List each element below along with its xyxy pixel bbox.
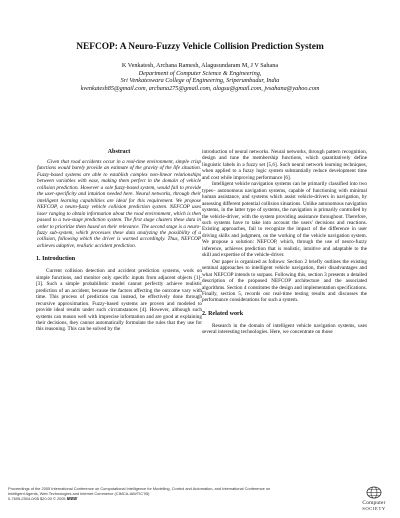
computer-society-logo <box>352 486 396 514</box>
right-column <box>202 149 367 336</box>
author-block <box>0 62 400 93</box>
department: Department of Computer Science & Engineering, <box>138 69 262 77</box>
footer-line-3 <box>8 496 338 501</box>
logo-line-1: Computer <box>362 500 386 506</box>
proceedings-footer <box>8 486 338 501</box>
introduction-heading: 1. Introduction <box>36 256 76 263</box>
paragraph-2: Intelligent vehicle navigation systems can be primarily classified into two types– autonomous navigation systems, capable of functioning with minimal human assistance, and systems which assist vehicle-drivers in navigation, by assessing different potential collision situations. Unlike autonomous navigation systems, in the latter type of systems, the navigation is primarily controlled by the vehicle-driver, with the system providing assistance throughout. Therefore, such systems have to take into account the users' decisions and reactions. Existing approaches, fail to recognize the impact of the difference in user driving skills and judgment, on the working of the vehicle navigation system. We propose a solution: NEFCOP, which, through the use of neuro-fuzzy inference, achieves prediction that is realistic, intuitive and adaptable to the skill and expertise of the vehicle-driver. <box>202 181 367 259</box>
paragraph-3: Our paper is organized as follows: Section 2 briefly outlines the existing seminal approaches to intelligent vehicle navigation, their disadvantages and what NEFCOP intends to surpass. Following this, section 3 presents a detailed description of the proposed NEFCOP architecture and the associated algorithms. Section 4 constitutes the design and implementation specifications. Finally, section 5, records our real-time testing results and discusses the performance considerations for such a system. <box>202 258 367 304</box>
footer-line-1: Proceedings of the 2005 International Conference on Computational Intelligence for Modelling, Control and Automation, and International Conference on <box>8 486 271 491</box>
author-emails: kvenkatesh85@gmail.com, archana275@gmail.com, alagsu@gmail.com, jvsahana@yahoo.com <box>80 85 320 93</box>
related-work-text: Research in the domain of intelligent vehicle navigation systems, uses several interesting technologies. Here, we concentrate on those <box>202 322 367 336</box>
author-names: K Venkatesh, Archana Ramesh, Alagusundaram M, J V Sahana <box>121 62 279 69</box>
related-work-heading: 2. Related work <box>202 310 244 317</box>
copyright-text: 0-7695-2504-0/05 $20.00 © 2005 <box>8 496 66 501</box>
footer-line-2: Intelligent Agents, Web Technologies and Internet Commerce (CIMCA-IAWTIC'05) <box>8 491 150 496</box>
introduction-text: Current collision detection and accident prediction systems, work on simple functions, and monitor only specific inputs from adjacent objects [1]-[3]. Such a simple probabilistic model cannot perfectly achieve realistic prediction of an accident, because the factors affecting the outcome vary with time. This process of prediction can instead, be effectively done through recursive approximation. Fuzzy-based systems are proven and modeled to provide ideal results under such circumstances [4]. However, although such systems can reason well with imprecise information and are good at explaining their decisions, they cannot automatically formulate the rules that they use for this reasoning. This can be solved by the <box>36 268 202 333</box>
left-column <box>36 148 202 333</box>
logo-line-2: SOCIETY <box>362 506 386 511</box>
college: Sri Venkateswara College of Engineering, Sriperumbudur, India <box>120 77 280 85</box>
abstract-heading: Abstract <box>107 149 131 155</box>
computer-society-logo-icon <box>366 486 382 499</box>
paragraph-1: introduction of neural networks. Neural networks, through pattern recognition, design and tune the membership functions, which quantitatively define linguistic labels in a fuzzy set [5,6]. Such neural network learning techniques, when applied to a fuzzy logic system substantially reduce development time and cost while improving performance [6]. <box>202 149 367 181</box>
abstract-text: Given that road accidents occur in a real-time environment, simple crisp functions would barely provide an estimate of the gravity of the life situation. Fuzzy-based systems are able to establish complex non-linear relationships between variables with ease, making them perfect in the domain of vehicle collision prediction. However a sole fuzzy-based system, would fail to provide the user-specificity and intuition needed here. Neural networks, through their intelligent learning capabilities are ideal for this requirement. We propose NEFCOP, a neuro-fuzzy vehicle collision prediction system. NEFCOP uses laser ranging to obtain information about the road environment, which is then passed to a two-stage prediction system. The first stage clusters these data in order to prioritize them based on their relevance. The second stage is a neuro-fuzzy sub-system, which processes these data analyzing the possibility of a collision, following which the driver is warned accordingly. Thus, NEFCOP achieves adaptive, realistic accident prediction. <box>37 159 201 249</box>
paper-title: NEFCOP: A Neuro-Fuzzy Vehicle Collision Prediction System <box>76 42 324 52</box>
ieee-mark: IEEE <box>66 496 78 501</box>
